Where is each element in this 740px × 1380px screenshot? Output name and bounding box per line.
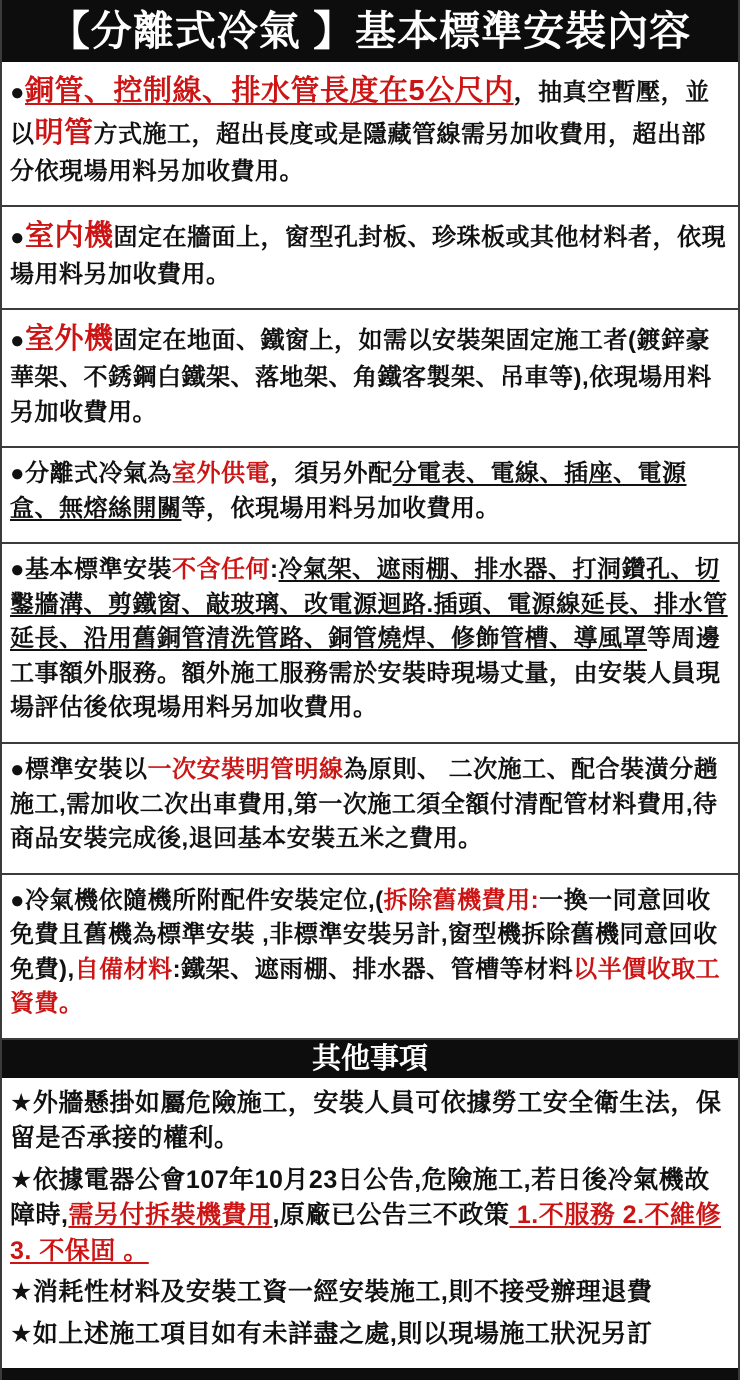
other-item-no-refund [10, 1275, 730, 1311]
install-item-indoor-unit [2, 207, 738, 310]
text-run: ★依據電器公會107年10月23日公告,危險施工,若日後冷氣機故障時, [10, 1165, 710, 1230]
text-run: 固定在牆面上，窗型孔封板、珍珠板或其他材料者，依現場用料另加收費用。 [10, 224, 727, 288]
text-run: 以半價收取工資費 [10, 955, 721, 1018]
text-run: 室外機 [25, 323, 114, 356]
text-run: 分電表、電線、插座、電源盒、無熔絲開關 [10, 460, 687, 522]
text-run: 固定在地面、鐵窗上，如需以安裝架固定施工者(鍍鋅豪華架、不銹鋼白鐵架、落地架、角鐵客製架、吊車等),依現場用料另加收費用。 [10, 327, 712, 426]
text-run: ●基本標準安裝 [10, 556, 172, 584]
text-run: ，抽真空暫壓，並以 [10, 79, 710, 148]
text-run: 為原則、 二次施工、配合裝潢分趟施工,需加收二次出車費用,第一次施工須全額付清配管材料費用,待商品安裝完成後,退回基本安裝五米之費用。 [10, 756, 719, 853]
text-run: ● [10, 79, 25, 106]
install-item-power-supply [2, 448, 738, 544]
install-item-accessories-removal [2, 875, 738, 1040]
page-title: 【分離式冷氣 】基本標準安裝內容 [2, 0, 738, 62]
text-run: 。 [59, 990, 84, 1018]
text-run: : [270, 556, 279, 584]
text-run: 室外供電 [172, 460, 270, 488]
text-run: 方式施工，超出長度或是隱藏管線需另加收費用，超出部分依現場用料另加收費用。 [10, 120, 707, 185]
install-item-pipe-length [2, 62, 738, 207]
text-run: 一次安裝明管明線 [147, 756, 344, 784]
text-run: 拆除舊機費用: [383, 886, 540, 914]
text-run: 一換一同意回收免費且舊機為標準安裝 ,非標準安裝另計,窗型機拆除舊機同意回收免費), [10, 886, 718, 983]
text-run: ，須另外配 [270, 460, 393, 488]
text-run: ● [10, 224, 25, 252]
text-run: ,原廠已公告三不政策 [272, 1201, 510, 1230]
install-item-one-trip-rule [2, 744, 738, 875]
text-run: 等周邊工事額外服務。額外施工服務需於安裝時現場丈量，由安裝人員現場評估後依現場用料另加收費用。 [10, 625, 721, 722]
text-run: :鐵架、遮雨棚、排水器、管槽等材料 [172, 955, 574, 983]
text-run: ★消耗性材料及安裝工資一經安裝施工,則不接受辦理退費 [10, 1278, 653, 1307]
other-item-association-notice [10, 1163, 730, 1270]
other-item-site-conditions [10, 1317, 730, 1353]
text-run: 不含任何 [172, 556, 270, 584]
other-item-danger-work [10, 1086, 730, 1157]
text-run: ★外牆懸掛如屬危險施工，安裝人員可依據勞工安全衛生法，保留是否承接的權利。 [10, 1088, 722, 1153]
install-item-exclusions [2, 544, 738, 744]
text-run: 等，依現場用料另加收費用。 [181, 494, 500, 522]
text-run: 自備材料 [74, 955, 173, 983]
text-run: ● [10, 327, 25, 355]
text-run: 冷氣架、遮雨棚、排水器、打洞鑽孔、切鑿牆溝、剪鐵窗、敲玻璃、改電源迴路.插頭、電源線延長、排水管延長、沿用舊銅管清洗管路、銅管燒焊、修飾管槽、導風罩 [10, 556, 728, 653]
text-run: 室内機 [25, 220, 114, 253]
text-run: 1.不服務 2.不維修 3. 不保固 。 [10, 1201, 722, 1265]
footer-divider-bar [2, 1368, 738, 1380]
text-run: ●分離式冷氣為 [10, 460, 172, 488]
install-item-outdoor-unit [2, 310, 738, 448]
other-matters-heading: 其他事項 [2, 1040, 738, 1078]
text-run: 明管 [34, 116, 94, 149]
text-run: ●標準安裝以 [10, 756, 148, 784]
text-run: ●冷氣機依隨機所附配件安裝定位,( [10, 886, 384, 914]
text-run: ★如上述施工項目如有未詳盡之處,則以現場施工狀況另訂 [10, 1319, 653, 1348]
other-matters-list [2, 1078, 738, 1369]
text-run: 銅管、控制線、排水管長度在5公尺内 [25, 75, 514, 107]
text-run: 需另付拆裝機費用 [68, 1201, 273, 1230]
